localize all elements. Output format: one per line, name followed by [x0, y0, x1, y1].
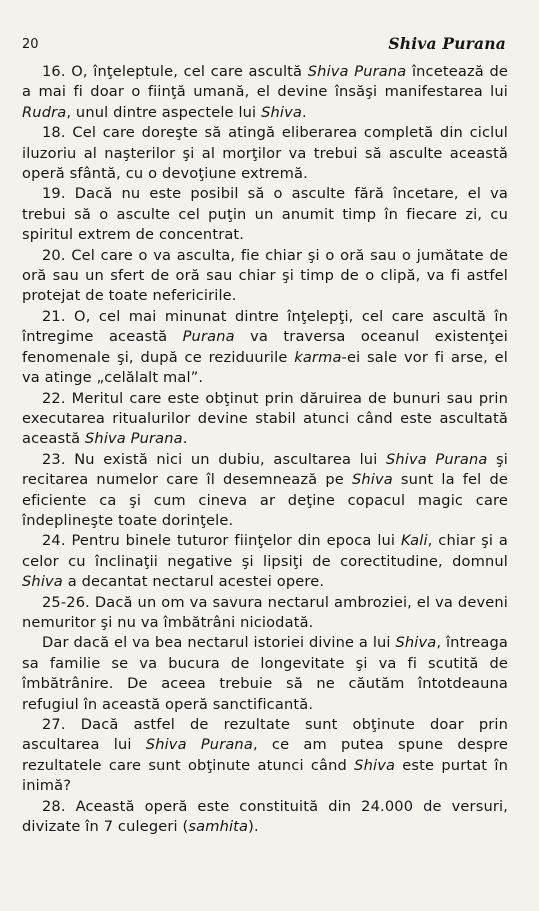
italic-term: Shiva [22, 573, 63, 591]
italic-term: Shiva Purana [385, 450, 488, 468]
verse-text: 16. O, înţeleptule, cel care ascultă [42, 63, 308, 80]
verse-text: va traversa oceanul existenţei fenomenale şi, după ce reziduurile [22, 328, 508, 366]
verse-paragraph [22, 307, 508, 389]
verse-paragraph [22, 593, 508, 634]
verse-text: . [301, 103, 307, 121]
verse-paragraph [22, 246, 508, 307]
italic-term: Shiva [354, 756, 396, 774]
verse-paragraph [22, 531, 508, 592]
italic-term: Shiva [395, 634, 437, 652]
verse-text: 18. Cel care doreşte să atingă eliberarea completă din ciclul iluzoriu al naşterilor şi al morţilor va trebui să asculte această operă sfântă, cu o devoţiune extremă. [22, 124, 508, 183]
verse-text: , chiar şi a celor cu înclinaţii negative şi lipsiţi de corectitudine, domnul [22, 532, 508, 570]
verse-text: 28. Această operă este constituită din 24.000 de versuri, divizate în 7 culegeri ( [22, 797, 508, 836]
italic-term: Rudra [22, 103, 67, 121]
verse-paragraph [22, 797, 508, 838]
verse-text: 20. Cel care o va asculta, fie chiar şi o oră sau o jumătate de oră sau un sfert de oră sau chiar şi timp de o clipă, va fi astfel protejat de toate nefericirile. [22, 246, 508, 305]
running-title: Shiva Purana [388, 34, 506, 53]
verse-text: 19. Dacă nu este posibil să o asculte fără încetare, el va trebui să o asculte cel puţin un anumit timp în fiecare zi, cu spiritul extrem de concentrat. [22, 185, 508, 244]
verse-paragraph [22, 62, 508, 123]
verse-text: ). [248, 818, 259, 836]
verse-text: , ce am putea spune despre rezultatele care sunt obţinute atunci când [22, 736, 508, 774]
verse-text: a decantat nectarul acestei opere. [62, 573, 325, 591]
verse-text: -ei sale vor fi arse, el va atinge „celălalt mal”. [22, 348, 508, 387]
verse-paragraph [22, 123, 508, 184]
verse-text: încetează de a mai fi doar o fiinţă umană, el devine însăşi manifestarea lui [22, 63, 508, 101]
verse-paragraph [22, 715, 508, 797]
italic-term: Kali [400, 532, 428, 550]
verse-text: şi recitarea numelor care îl desemnează pe [22, 450, 508, 489]
verse-text: 22. Meritul care este obţinut prin dăruirea de bunuri sau prin executarea ritualurilor devine stabil atunci când este ascultată această [22, 389, 508, 448]
verse-paragraph [22, 184, 508, 245]
verse-text: 21. O, cel mai minunat dintre înţelepţi, cel care ascultă în întregime această [22, 307, 508, 346]
italic-term: Shiva [261, 103, 302, 121]
italic-term: Shiva [351, 471, 393, 489]
verse-paragraph [22, 450, 508, 532]
italic-term: Shiva Purana [307, 63, 407, 80]
page-header [22, 34, 506, 56]
verse-text: este purtat în inimă? [22, 756, 508, 795]
body-text [22, 62, 508, 837]
verse-text: 25-26. Dacă un om va savura nectarul ambroziei, el va deveni nemuritor şi nu va îmbătrâni niciodată. [22, 593, 508, 631]
verse-text: , întreaga sa familie se va bucura de longevitate şi va fi scutită de îmbătrânire. De aceea trebuie să ne căutăm întotdeauna refugiul în această operă sanctificantă. [22, 634, 508, 713]
verse-paragraph [22, 389, 508, 450]
italic-term: Shiva Purana [145, 736, 253, 754]
verse-text: . [182, 430, 188, 448]
verse-text: 24. Pentru binele tuturor fiinţelor din epoca lui [42, 532, 401, 550]
italic-term: karma [294, 348, 342, 366]
verse-text: 23. Nu există nici un dubiu, ascultarea lui [42, 450, 386, 468]
verse-text: Dar dacă el va bea nectarul istoriei divine a lui [42, 634, 396, 652]
italic-term: Shiva Purana [85, 430, 183, 448]
verse-paragraph [22, 633, 508, 715]
verse-text: sunt la fel de eficiente ca şi cum cineva ar deţine copacul magic care îndeplineşte toate dorinţele. [22, 471, 508, 529]
italic-term: samhita [188, 818, 249, 836]
page-number: 20 [22, 37, 39, 52]
verse-text: 27. Dacă astfel de rezultate sunt obţinute doar prin ascultarea lui [22, 716, 508, 754]
verse-text: , unul dintre aspectele lui [66, 103, 262, 121]
italic-term: Purana [182, 328, 235, 346]
